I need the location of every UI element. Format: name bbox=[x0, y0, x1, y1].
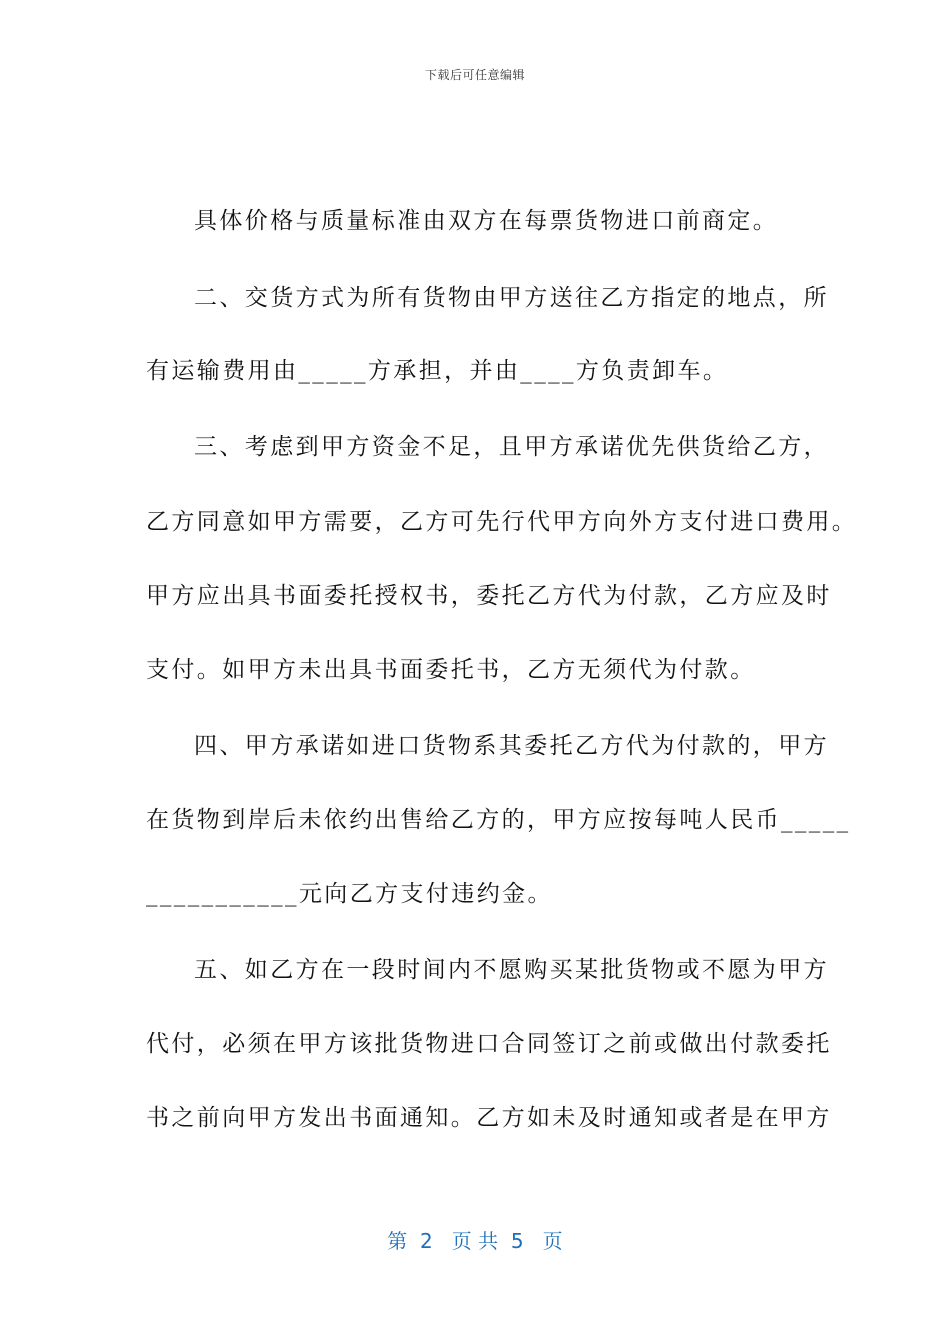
paragraph-line: 四、甲方承诺如进口货物系其委托乙方代为付款的，甲方 bbox=[194, 733, 829, 759]
page-number: 第 2 页 共 5 页 bbox=[387, 1229, 563, 1253]
paragraph-line: 具体价格与质量标准由双方在每票货物进口前商定。 bbox=[194, 208, 779, 234]
paragraph-line: 代付，必须在甲方该批货物进口合同签订之前或做出付款委托 bbox=[146, 1031, 832, 1057]
header-note: 下载后可任意编辑 bbox=[424, 68, 525, 82]
paragraph-line: 有运输费用由_____方承担，并由____方负责卸车。 bbox=[146, 358, 729, 384]
paragraph-line: ___________元向乙方支付违约金。 bbox=[146, 881, 553, 907]
paragraph-line: 支付。如甲方未出具书面委托书，乙方无须代为付款。 bbox=[146, 657, 756, 683]
paragraph-line: 五、如乙方在一段时间内不愿购买某批货物或不愿为甲方 bbox=[194, 957, 829, 983]
paragraph-line: 三、考虑到甲方资金不足，且甲方承诺优先供货给乙方， bbox=[194, 434, 829, 460]
paragraph-line: 在货物到岸后未依约出售给乙方的，甲方应按每吨人民币_____ bbox=[146, 807, 851, 833]
paragraph-line: 乙方同意如甲方需要，乙方可先行代甲方向外方支付进口费用。 bbox=[146, 509, 858, 535]
paragraph-line: 二、交货方式为所有货物由甲方送往乙方指定的地点，所 bbox=[194, 285, 829, 311]
paragraph-line: 书之前向甲方发出书面通知。乙方如未及时通知或者是在甲方 bbox=[146, 1105, 832, 1131]
paragraph-line: 甲方应出具书面委托授权书，委托乙方代为付款，乙方应及时 bbox=[146, 583, 832, 609]
